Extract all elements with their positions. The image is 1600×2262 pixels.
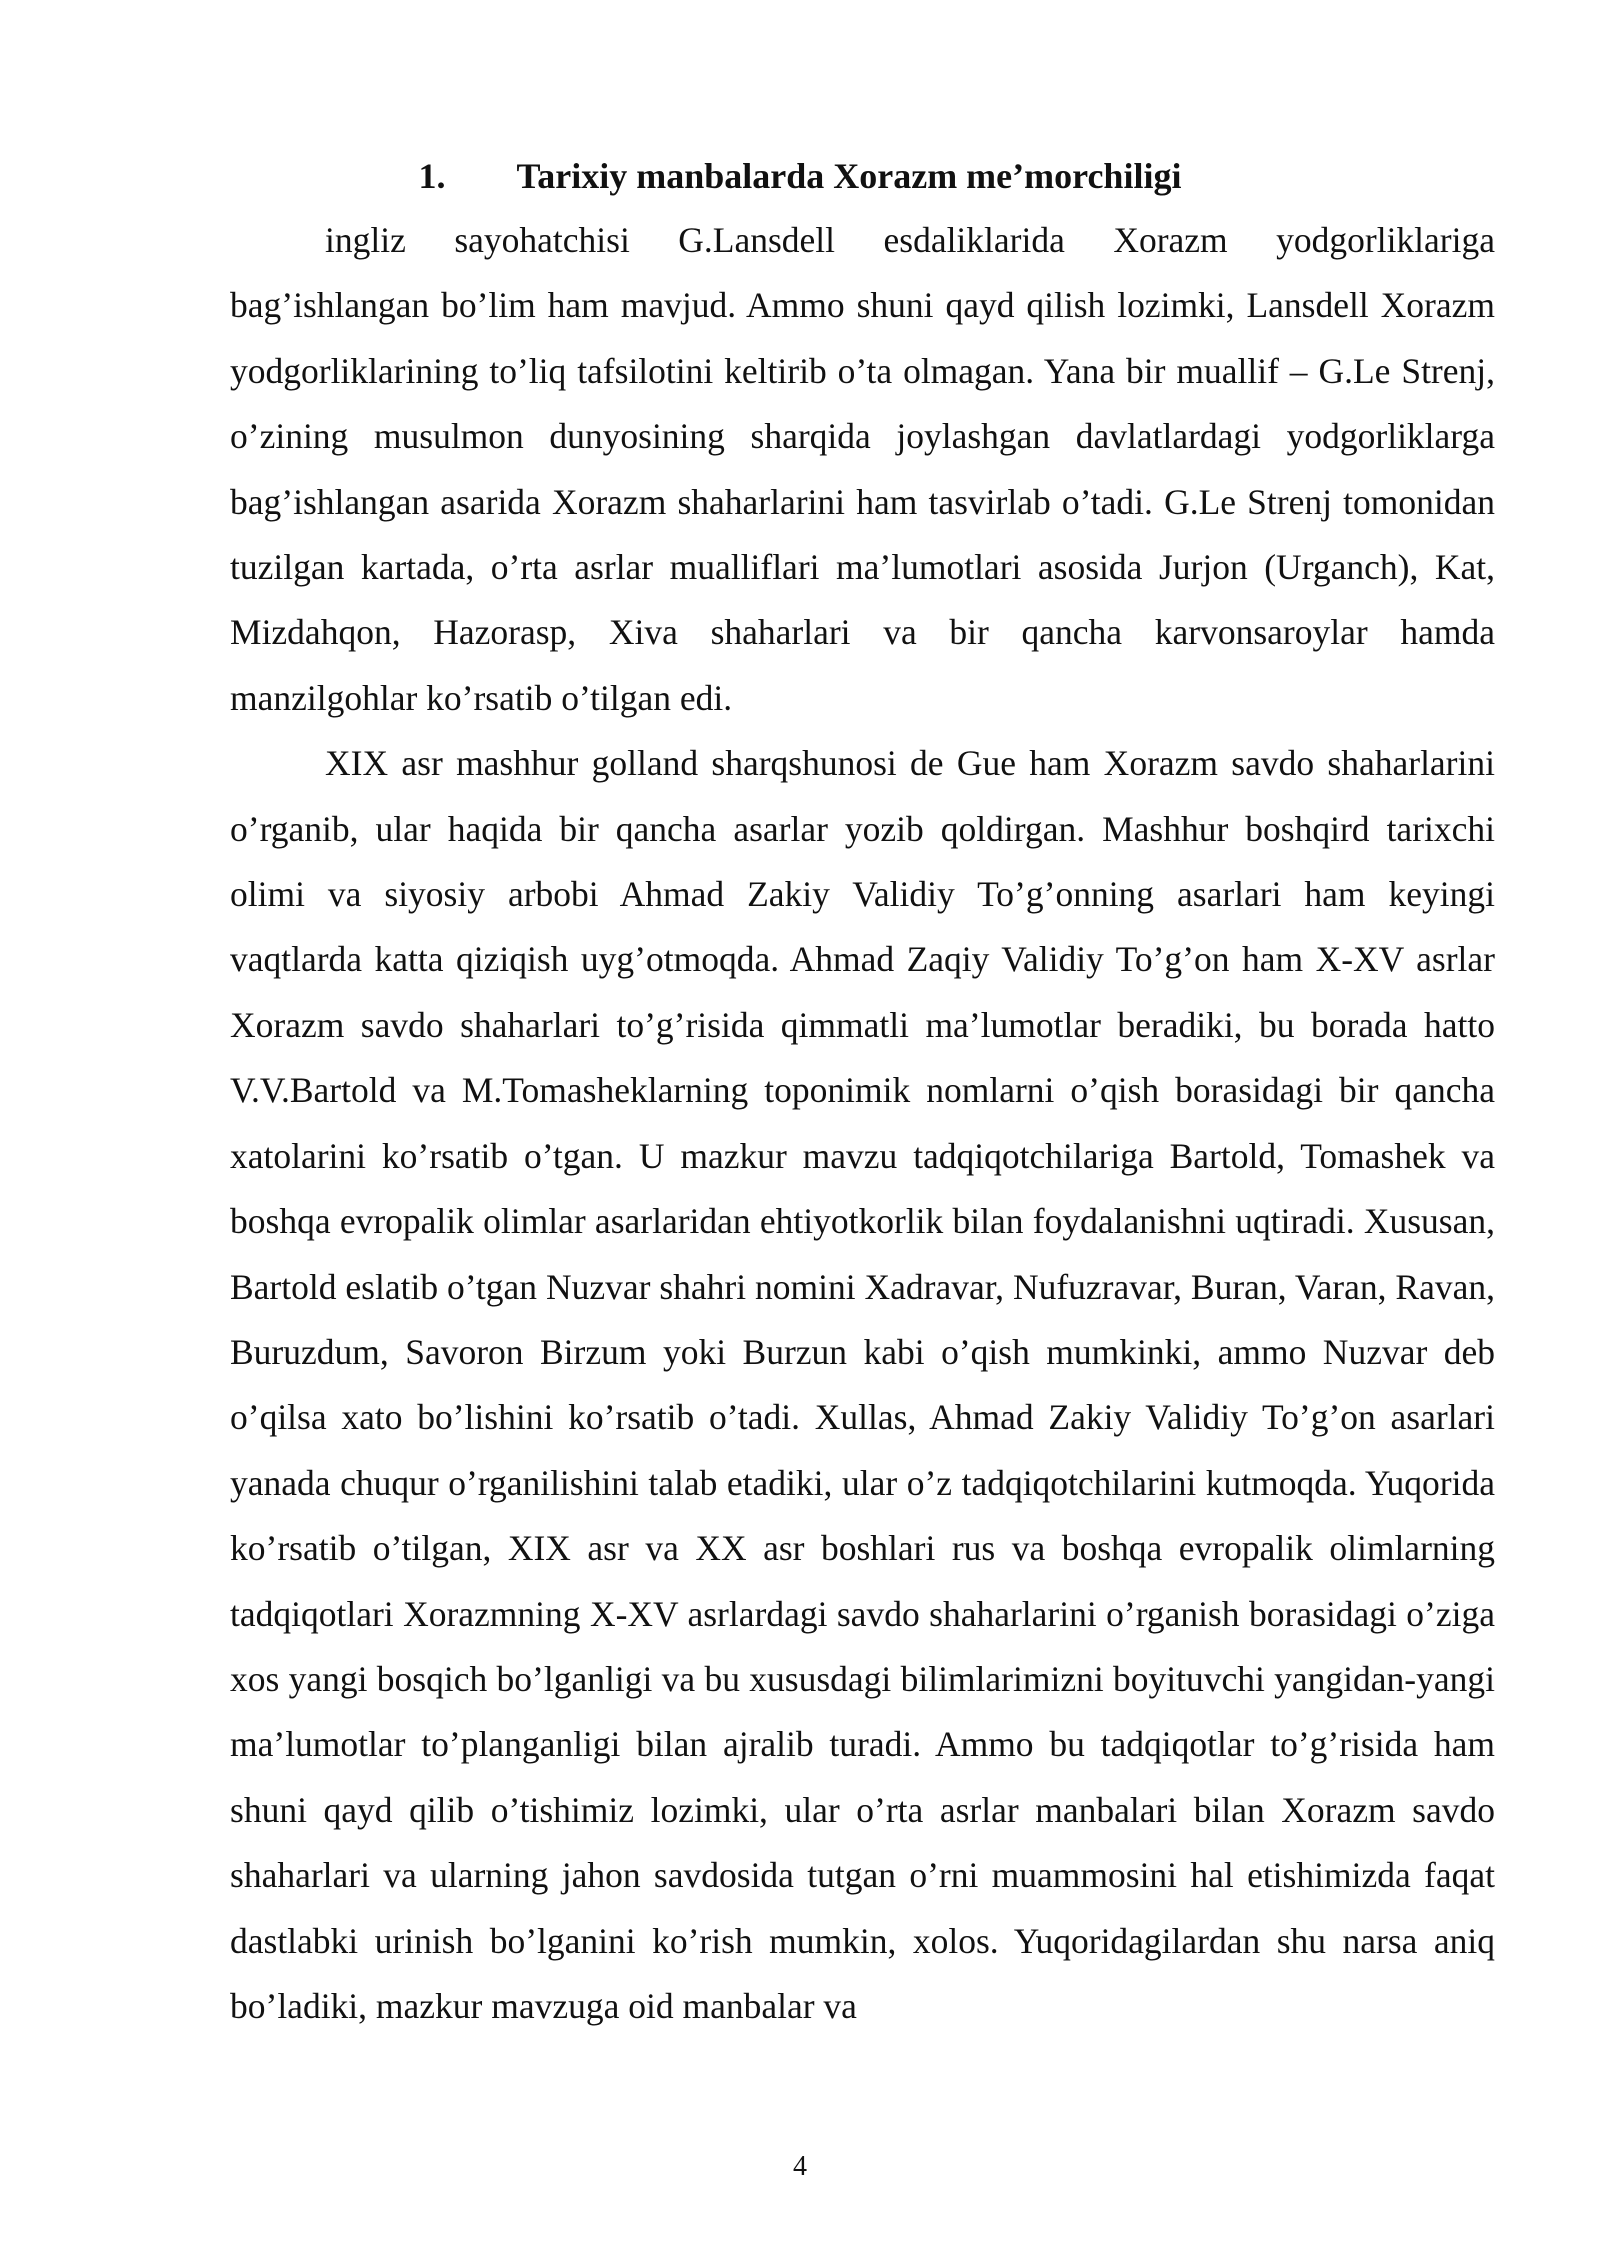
paragraph: XIX asr mashhur golland sharqshunosi de Gue ham Xorazm savdo shaharlarini o’rganib, ular haqida bir qancha asarlar yozib qoldirgan. Mashhur boshqird tarixchi olimi va siyosiy arbobi Ahmad Zakiy Validiy To’g’onning asarlari ham keyingi vaqtlarda katta qiziqish uyg’otmoqda. Ahmad Zaqiy Validiy To’g’on ham X-XV asrlar Xorazm savdo shaharlari to’g’risida qimmatli ma’lumotlar beradiki, bu borada hatto V.V.Bartold va M.Tomasheklarning toponimik nomlarni o’qish borasidagi bir qancha xatolarini ko’rsatib o’tgan. U mazkur mavzu tadqiqotchilariga Bartold, Tomashek va boshqa evropalik olimlar asarlaridan ehtiyotkorlik bilan foydalanishni uqtiradi. Xususan, Bartold eslatib o’tgan Nuzvar shahri nomini Xadravar, Nufuzravar, Buran, Varan, Ravan, Buruzdum, Savoron Birzum yoki Burzun kabi o’qish mumkinki, ammo Nuzvar deb o’qilsa xato bo’lishini ko’rsatib o’tadi. Xullas, Ahmad Zakiy Validiy To’g’on asarlari yanada chuqur o’rganilishini talab etadiki, ular o’z tadqiqotchilarini kutmoqda. Yuqorida ko’rsatib o’tilgan, XIX asr va XX asr boshlari rus va boshqa evropalik olimlarning tadqiqotlari Xorazmning X-XV asrlardagi savdo shaharlarini o’rganish borasidagi o’ziga xos yangi bosqich bo’lganligi va bu xususdagi bilimlarimizni boyituvchi yangidan-yangi ma’lumotlar to’planganligi bilan ajralib turadi. Ammo bu tadqiqotlar to’g’risida ham shuni qayd qilib o’tishimiz lozimki, ular o’rta asrlar manbalari bilan Xorazm savdo shaharlari va ularning jahon savdosida tutgan o’rni muammosini hal etishimizda faqat dastlabki urinish bo’lganini ko’rish mumkin, xolos. Yuqoridagilardan shu narsa aniq bo’ladiki, mazkur mavzuga oid manbalar va — [230, 743, 1495, 2026]
section-heading — [0, 150, 1600, 202]
body-text — [230, 208, 1495, 2039]
section-title: Tarixiy manbalarda Xorazm me’morchiligi — [516, 156, 1182, 196]
paragraph: ingliz sayohatchisi G.Lansdell esdaliklarida Xorazm yodgorliklariga bag’ishlangan bo’lim ham mavjud. Ammo shuni qayd qilish lozimki, Lansdell Xorazm yodgorliklarining to’liq tafsilotini keltirib o’ta olmagan. Yana bir muallif – G.Le Strenj, o’zining musulmon dunyosining sharqida joylashgan davlatlardagi yodgorliklarga bag’ishlangan asarida Xorazm shaharlarini ham tasvirlab o’tadi. G.Le Strenj tomonidan tuzilgan kartada, o’rta asrlar mualliflari ma’lumotlari asosida Jurjon (Urganch), Kat, Mizdahqon, Hazorasp, Xiva shaharlari va bir qancha karvonsaroylar hamda manzilgohlar ko’rsatib o’tilgan edi. — [230, 220, 1495, 718]
page-number: 4 — [793, 2151, 807, 2182]
section-number: 1. — [418, 156, 446, 196]
